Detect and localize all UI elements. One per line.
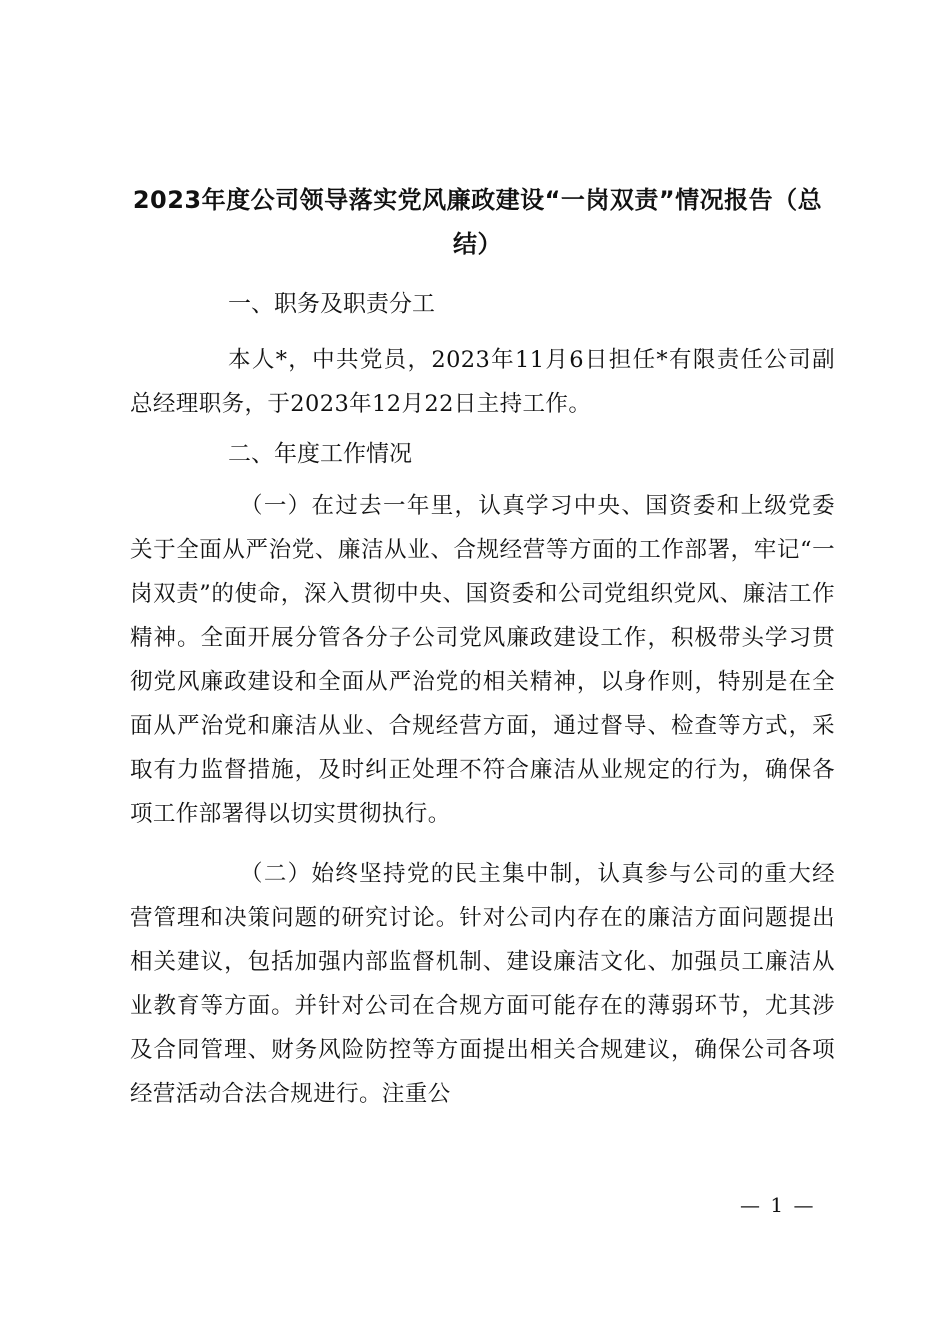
document-title: 2023年度公司领导落实党风廉政建设“一岗双责”情况报告（总结） — [132, 186, 823, 258]
section-heading-annual-work: 二、年度工作情况 — [228, 441, 412, 467]
page-number: — 1 — — [740, 1193, 816, 1217]
section-heading-duties: 一、职务及职责分工 — [228, 291, 435, 317]
paragraph-annual-work-1: （一）在过去一年里，认真学习中央、国资委和上级党委关于全面从严治党、廉洁从业、合规经营等方面的工作部署，牢记“一岗双责”的使命，深入贯彻中央、国资委和公司党组织党风、廉洁工作精神。全面开展分管各分子公司党风廉政建设工作，积极带头学习贯彻党风廉政建设和全面从严治党的相关精神，以身作则，特别是在全面从严治党和廉洁从业、合规经营方面，通过督导、检查等方式，采取有力监督措施，及时纠正处理不符合廉洁从业规定的行为，确保各项工作部署得以切实贯彻执行。 — [130, 493, 835, 827]
document-body — [130, 284, 835, 1116]
paragraph-duties: 本人*，中共党员，2023年11月6日担任*有限责任公司副总经理职务，于2023年12月22日主持工作。 — [130, 347, 835, 417]
paragraph-annual-work-2: （二）始终坚持党的民主集中制，认真参与公司的重大经营管理和决策问题的研究讨论。针对公司内存在的廉洁方面问题提出相关建议，包括加强内部监督机制、建设廉洁文化、加强员工廉洁从业教育等方面。并针对公司在合规方面可能存在的薄弱环节，尤其涉及合同管理、财务风险防控等方面提出相关合规建议，确保公司各项经营活动合法合规进行。注重公 — [130, 861, 835, 1107]
